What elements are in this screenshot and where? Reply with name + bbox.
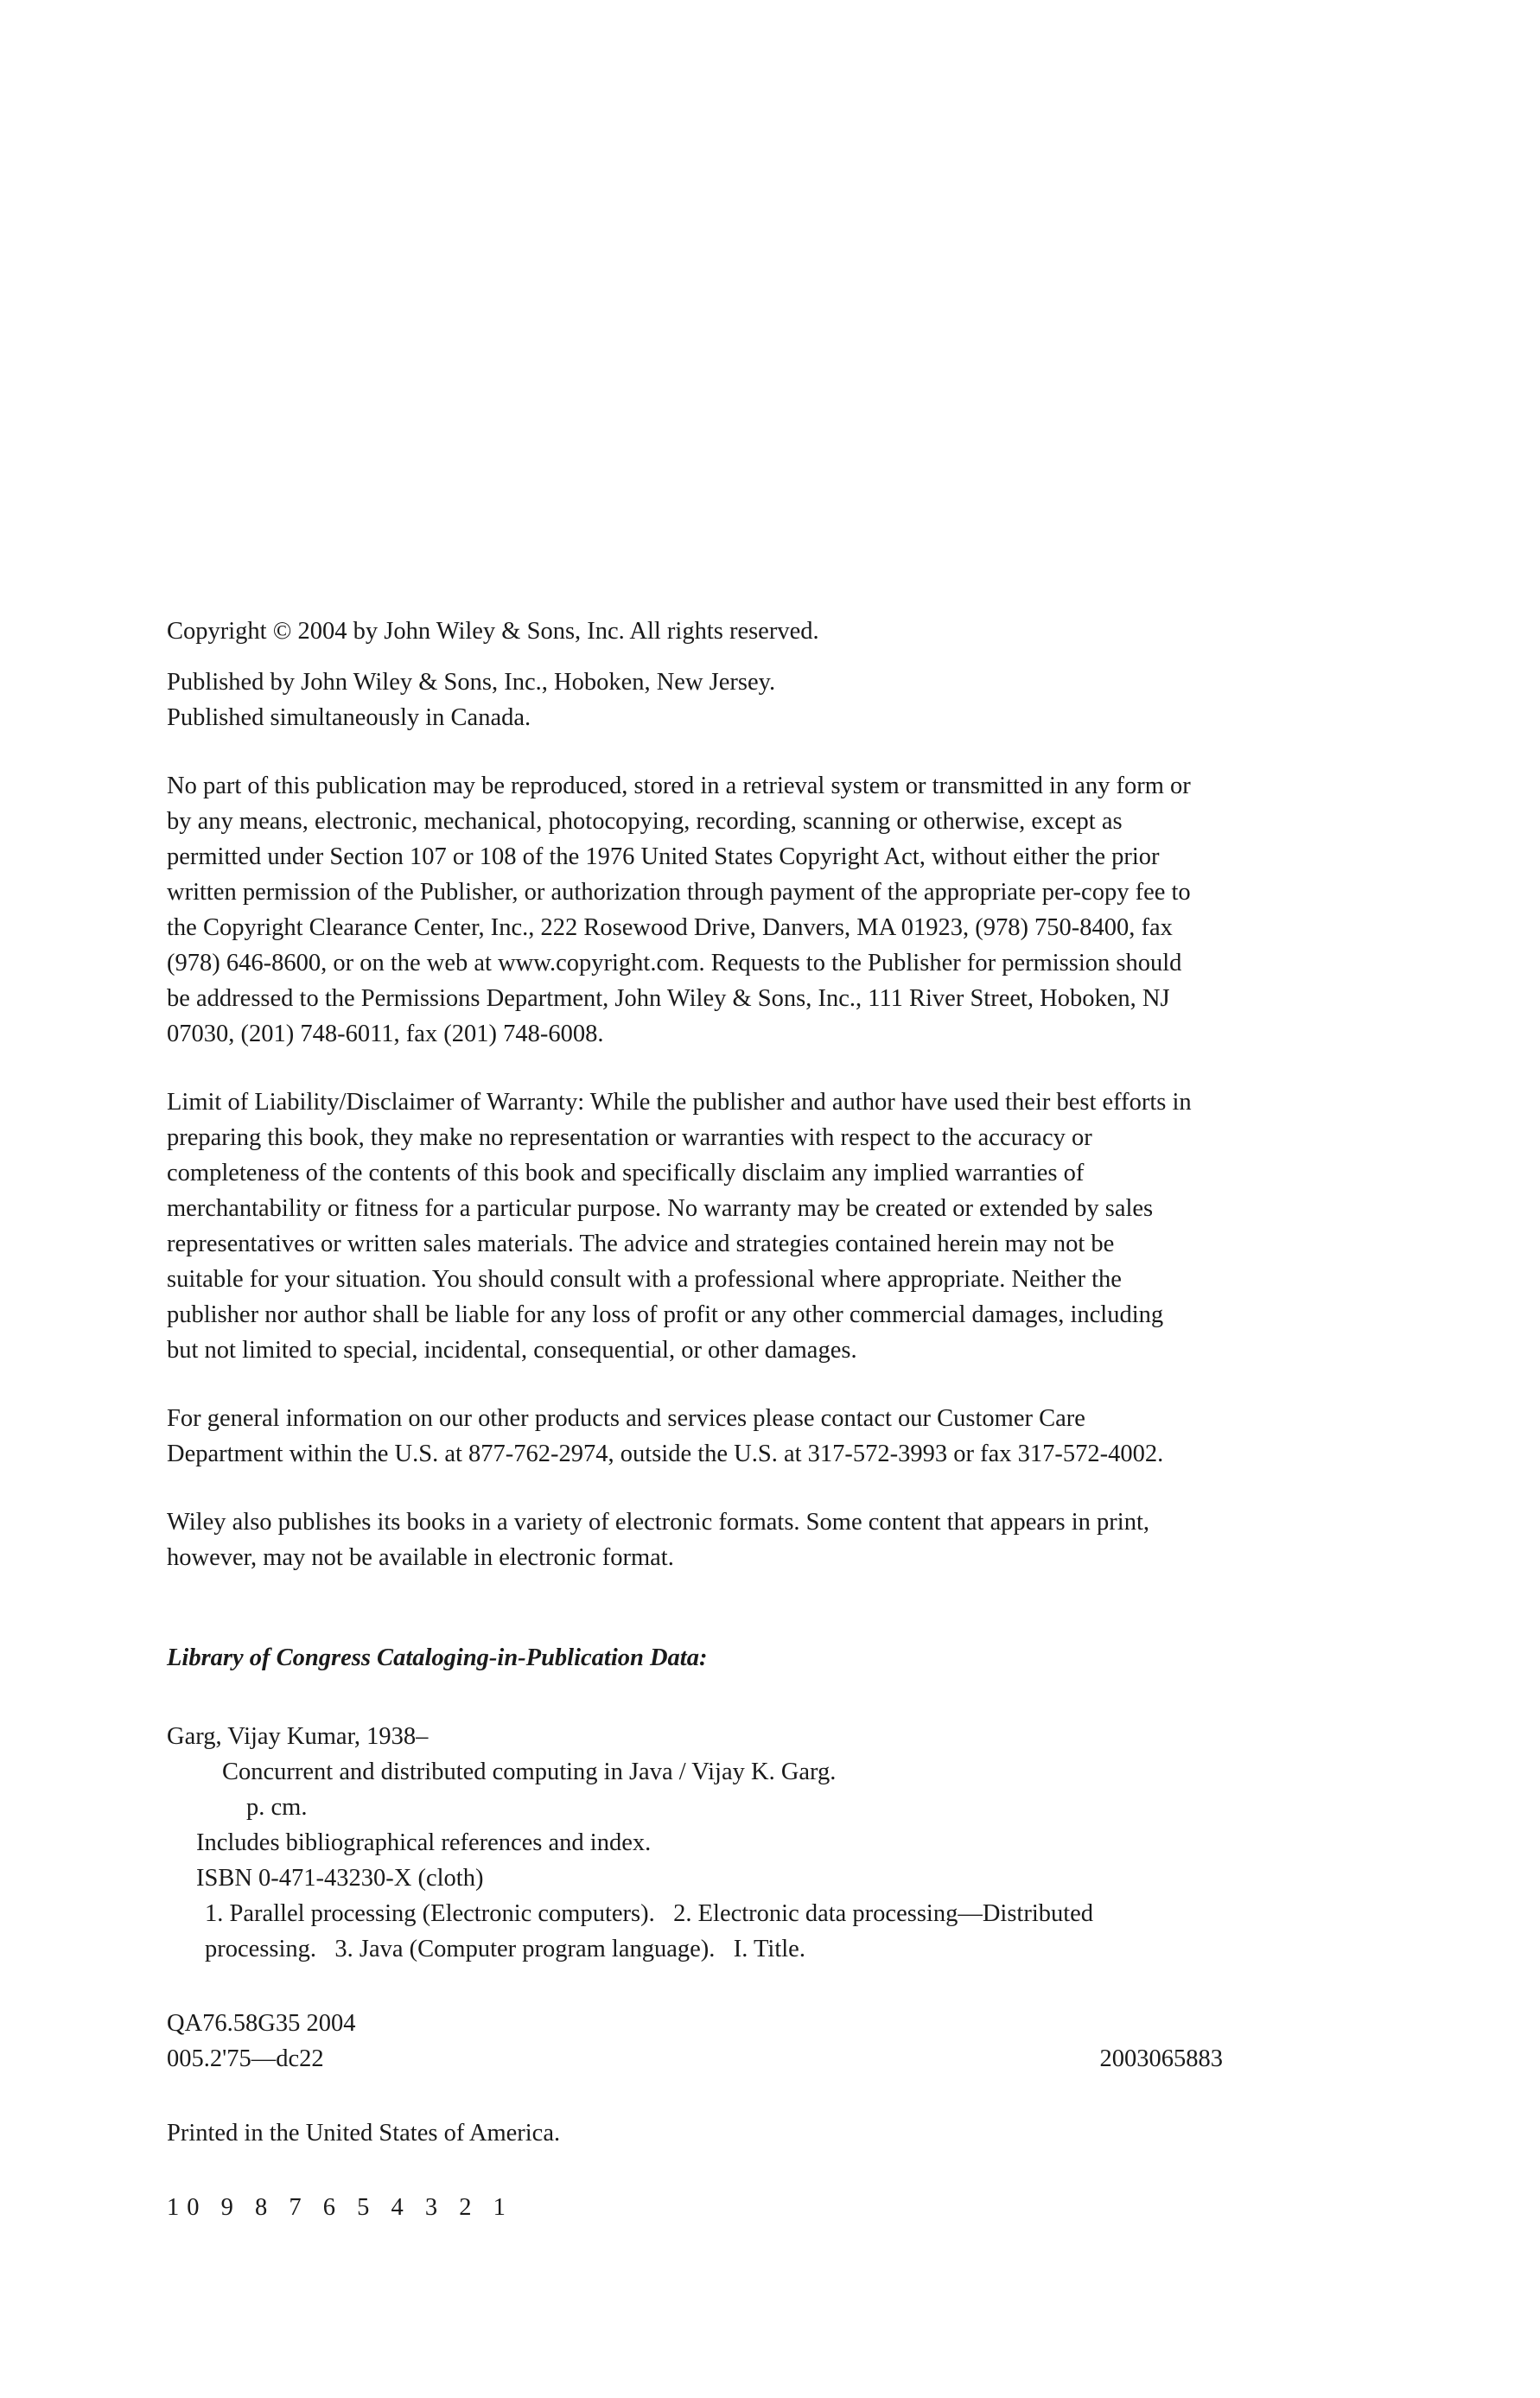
warranty-line: representatives or written sales materials. The advice and strategies contained herein may not be [167, 1231, 1115, 1257]
warranty-line: completeness of the contents of this book and specifically disclaim any implied warranties of [167, 1160, 1085, 1186]
permissions-line: be addressed to the Permissions Department, John Wiley & Sons, Inc., 111 River Street, Hoboken, NJ [167, 985, 1170, 1012]
permissions-line: No part of this publication may be reproduced, stored in a retrieval system or transmitted in any form or [167, 773, 1191, 799]
publisher-line: Published by John Wiley & Sons, Inc., Hoboken, New Jersey. [167, 669, 776, 696]
warranty-line: publisher nor author shall be liable for any loss of profit or any other commercial damages, including [167, 1301, 1164, 1328]
dewey-classification: 005.2'75—dc22 [167, 2045, 324, 2072]
cip-pages: p. cm. [246, 1794, 308, 1821]
cip-heading: Library of Congress Cataloging-in-Publication Data: [167, 1644, 708, 1671]
permissions-line: written permission of the Publisher, or authorization through payment of the appropriate per-copy fee to [167, 879, 1191, 906]
formats-line: Wiley also publishes its books in a variety of electronic formats. Some content that appears in print, [167, 1509, 1149, 1536]
contact-paragraph [167, 1401, 1339, 1472]
cip-author: Garg, Vijay Kumar, 1938– [167, 1723, 429, 1750]
lccn: 2003065883 [1099, 2045, 1223, 2072]
cip-subjects: 1. Parallel processing (Electronic computers). 2. Electronic data processing—Distributed [205, 1900, 1094, 1927]
contact-line: For general information on our other products and services please contact our Customer Care [167, 1405, 1085, 1432]
permissions-line: permitted under Section 107 or 108 of the 1976 United States Copyright Act, without either the prior [167, 843, 1160, 870]
formats-paragraph [167, 1504, 1339, 1575]
permissions-line: by any means, electronic, mechanical, photocopying, recording, scanning or otherwise, except as [167, 808, 1123, 835]
cip-isbn: ISBN 0-471-43230-X (cloth) [196, 1865, 484, 1892]
cip-record [167, 1719, 1339, 1967]
copyright-block [167, 614, 1339, 735]
contact-line: Department within the U.S. at 877-762-2974, outside the U.S. at 317-572-3993 or fax 317-572-4002. [167, 1441, 1164, 1467]
cip-includes: Includes bibliographical references and index. [196, 1829, 652, 1856]
formats-line: however, may not be available in electronic format. [167, 1544, 674, 1571]
warranty-line: suitable for your situation. You should consult with a professional where appropriate. Neither the [167, 1266, 1122, 1293]
permissions-line: (978) 646-8600, or on the web at www.copyright.com. Requests to the Publisher for permission should [167, 950, 1182, 976]
permissions-line: 07030, (201) 748-6011, fax (201) 748-6008. [167, 1021, 604, 1047]
warranty-line: merchantability or fitness for a particular purpose. No warranty may be created or extended by sales [167, 1195, 1154, 1222]
lc-classification: QA76.58G35 2004 [167, 2010, 356, 2037]
copyright-notice: Copyright © 2004 by John Wiley & Sons, Inc. All rights reserved. [167, 618, 819, 645]
printing-line: 10 9 8 7 6 5 4 3 2 1 [167, 2194, 513, 2221]
warranty-line: Limit of Liability/Disclaimer of Warranty: While the publisher and author have used their best efforts in [167, 1089, 1192, 1116]
copyright-page [167, 614, 1377, 2225]
warranty-line: preparing this book, they make no representation or warranties with respect to the accuracy or [167, 1124, 1092, 1151]
warranty-paragraph [167, 1085, 1339, 1368]
cip-title: Concurrent and distributed computing in Java / Vijay K. Garg. [222, 1759, 837, 1785]
classification-block [167, 2006, 1339, 2077]
permissions-line: the Copyright Clearance Center, Inc., 222 Rosewood Drive, Danvers, MA 01923, (978) 750-8400, fax [167, 914, 1173, 941]
permissions-paragraph [167, 768, 1339, 1052]
cip-subjects-cont: processing. 3. Java (Computer program language). I. Title. [205, 1936, 805, 1962]
printed-in: Printed in the United States of America. [167, 2120, 561, 2147]
canada-line: Published simultaneously in Canada. [167, 704, 531, 731]
warranty-line: but not limited to special, incidental, consequential, or other damages. [167, 1337, 857, 1364]
